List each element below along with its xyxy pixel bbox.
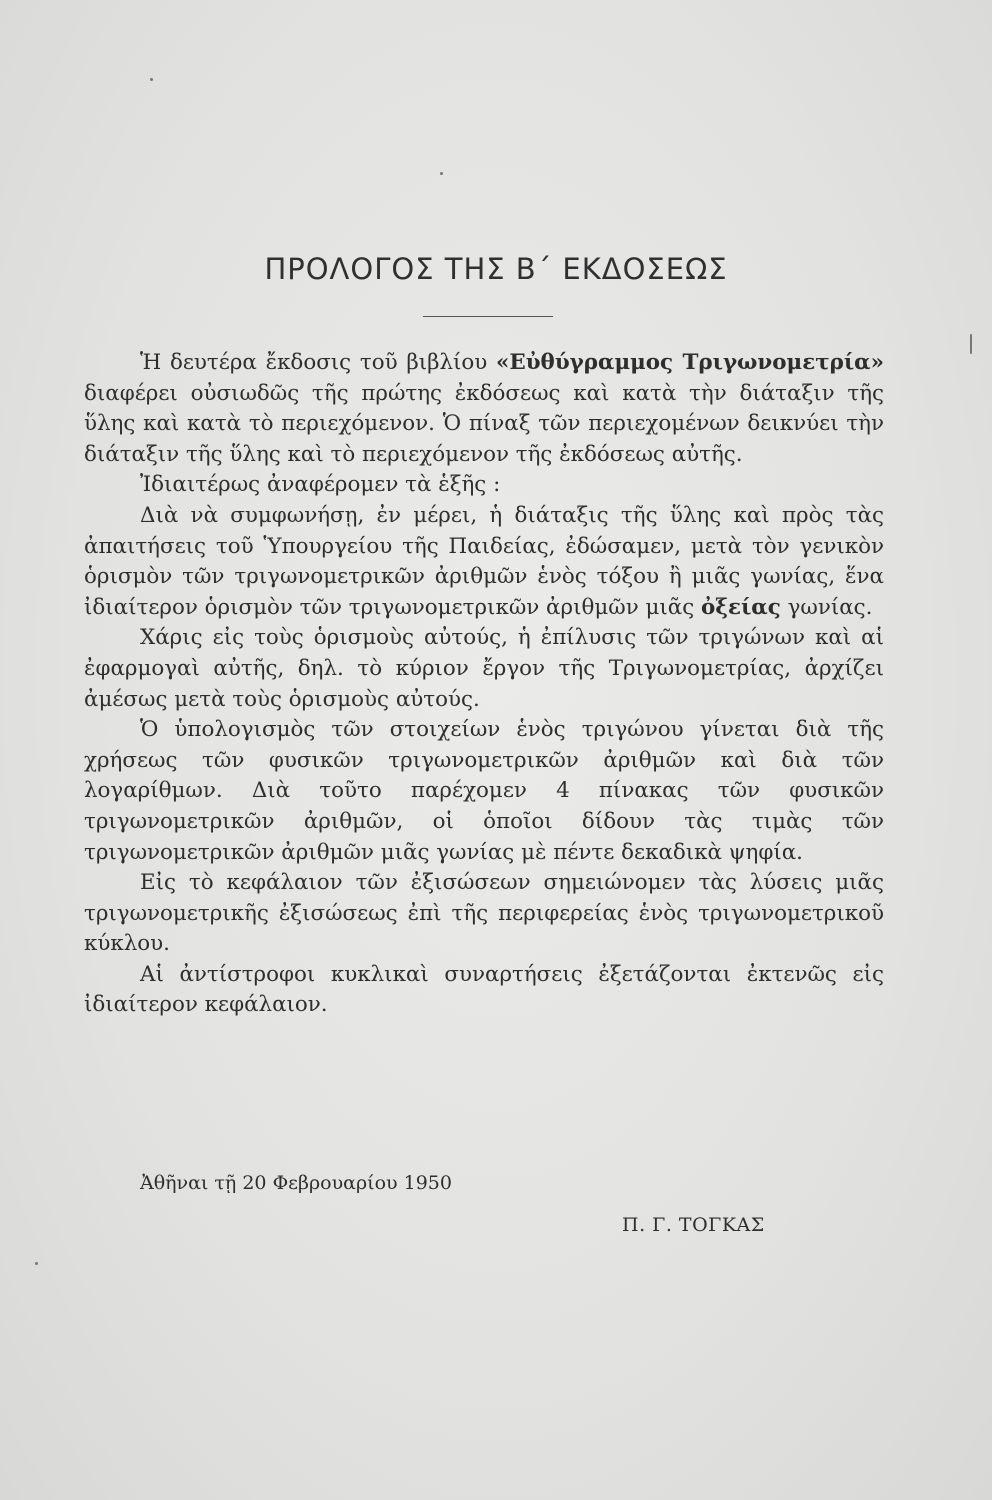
print-speck — [150, 78, 153, 81]
paragraph-1-text-end: διαφέρει οὐσιωδῶς τῆς πρώτης ἐκδόσεως καὶ κατὰ τὴν διάταξιν τῆς ὕλης καὶ κατὰ τὸ περιεχόμενον. Ὁ πίναξ τῶν περιεχομένων δεικνύει τὴν διάταξιν τῆς ὕλης καὶ τὸ περιεχόμενον τῆς ἐκδόσεως αὐτῆς. — [84, 380, 884, 467]
paragraph-3-text-end: γωνίας. — [780, 594, 873, 620]
print-speck — [440, 172, 443, 175]
date-line: Ἀθῆναι τῇ 20 Φεβρουαρίου 1950 — [140, 1172, 452, 1194]
paragraph-5: Ὁ ὑπολογισμὸς τῶν στοιχείων ἑνὸς τριγώνου γίνεται διὰ τῆς χρήσεως τῶν φυσικῶν τριγωνομετρικῶν ἀριθμῶν καὶ διὰ τῶν λογαρίθμων. Διὰ τοῦτο παρέχομεν 4 πίνακας τῶν φυσικῶν τριγωνομετρικῶν ἀριθμῶν, οἱ ὁποῖοι δίδουν τὰς τιμὰς τῶν τριγωνομετρικῶν ἀριθμῶν μιᾶς γωνίας μὲ πέντε δεκαδικὰ ψηφία. — [84, 717, 884, 865]
paragraph-3-text-start: Διὰ νὰ συμφωνήσῃ, ἐν μέρει, ἡ διάταξις τῆς ὕλης καὶ πρὸς τὰς ἀπαιτήσεις τοῦ Ὑπουργείου τῆς Παιδείας, ἐδώσαμεν, μετὰ τὸν γενικὸν ὁρισμὸν τῶν τριγωνομετρικῶν ἀριθμῶν ἑνὸς τόξου ἢ μιᾶς γωνίας, ἕνα ἰδιαίτερον ὁρισμὸν τῶν τριγωνομετρικῶν ἀριθμῶν μιᾶς — [84, 502, 884, 620]
paragraph-6: Εἰς τὸ κεφάλαιον τῶν ἐξισώσεων σημειώνομεν τὰς λύσεις μιᾶς τριγωνομετρικῆς ἐξισώσεως ἐπὶ τῆς περιφερείας ἑνὸς τριγωνομετρικοῦ κύκλου. — [84, 870, 884, 957]
print-speck — [970, 334, 972, 354]
paragraph-4: Χάρις εἰς τοὺς ὁρισμοὺς αὐτούς, ἡ ἐπίλυσις τῶν τριγώνων καὶ αἱ ἐφαρμογαὶ αὐτῆς, δηλ. τὸ κύριον ἔργον τῆς Τριγωνομετρίας, ἀρχίζει ἀμέσως μετὰ τοὺς ὁρισμοὺς αὐτούς. — [84, 625, 884, 712]
book-title-bold: «Εὐθύγραμμος Τριγωνομετρία» — [496, 350, 884, 375]
title-divider — [423, 316, 553, 317]
paragraph-1 — [84, 348, 884, 470]
paragraph-7: Αἱ ἀντίστροφοι κυκλικαὶ συναρτήσεις ἐξετάζονται ἐκτενῶς εἰς ἰδιαίτερον κεφάλαιον. — [84, 961, 884, 1018]
page-title: ΠΡΟΛΟΓΟΣ ΤΗΣ Β΄ ΕΚΔΟΣΕΩΣ — [264, 252, 728, 286]
paragraph-3 — [84, 501, 884, 623]
preface-body — [84, 348, 884, 1021]
print-speck — [35, 1262, 38, 1265]
acute-bold: ὀξείας — [701, 594, 781, 620]
paragraph-2: Ἰδιαιτέρως ἀναφέρομεν τὰ ἑξῆς : — [140, 472, 501, 498]
author-signature: Π. Γ. ΤΟΓΚΑΣ — [622, 1214, 765, 1236]
paragraph-1-text-start: Ἡ δευτέρα ἔκδοσις τοῦ βιβλίου — [140, 350, 497, 375]
